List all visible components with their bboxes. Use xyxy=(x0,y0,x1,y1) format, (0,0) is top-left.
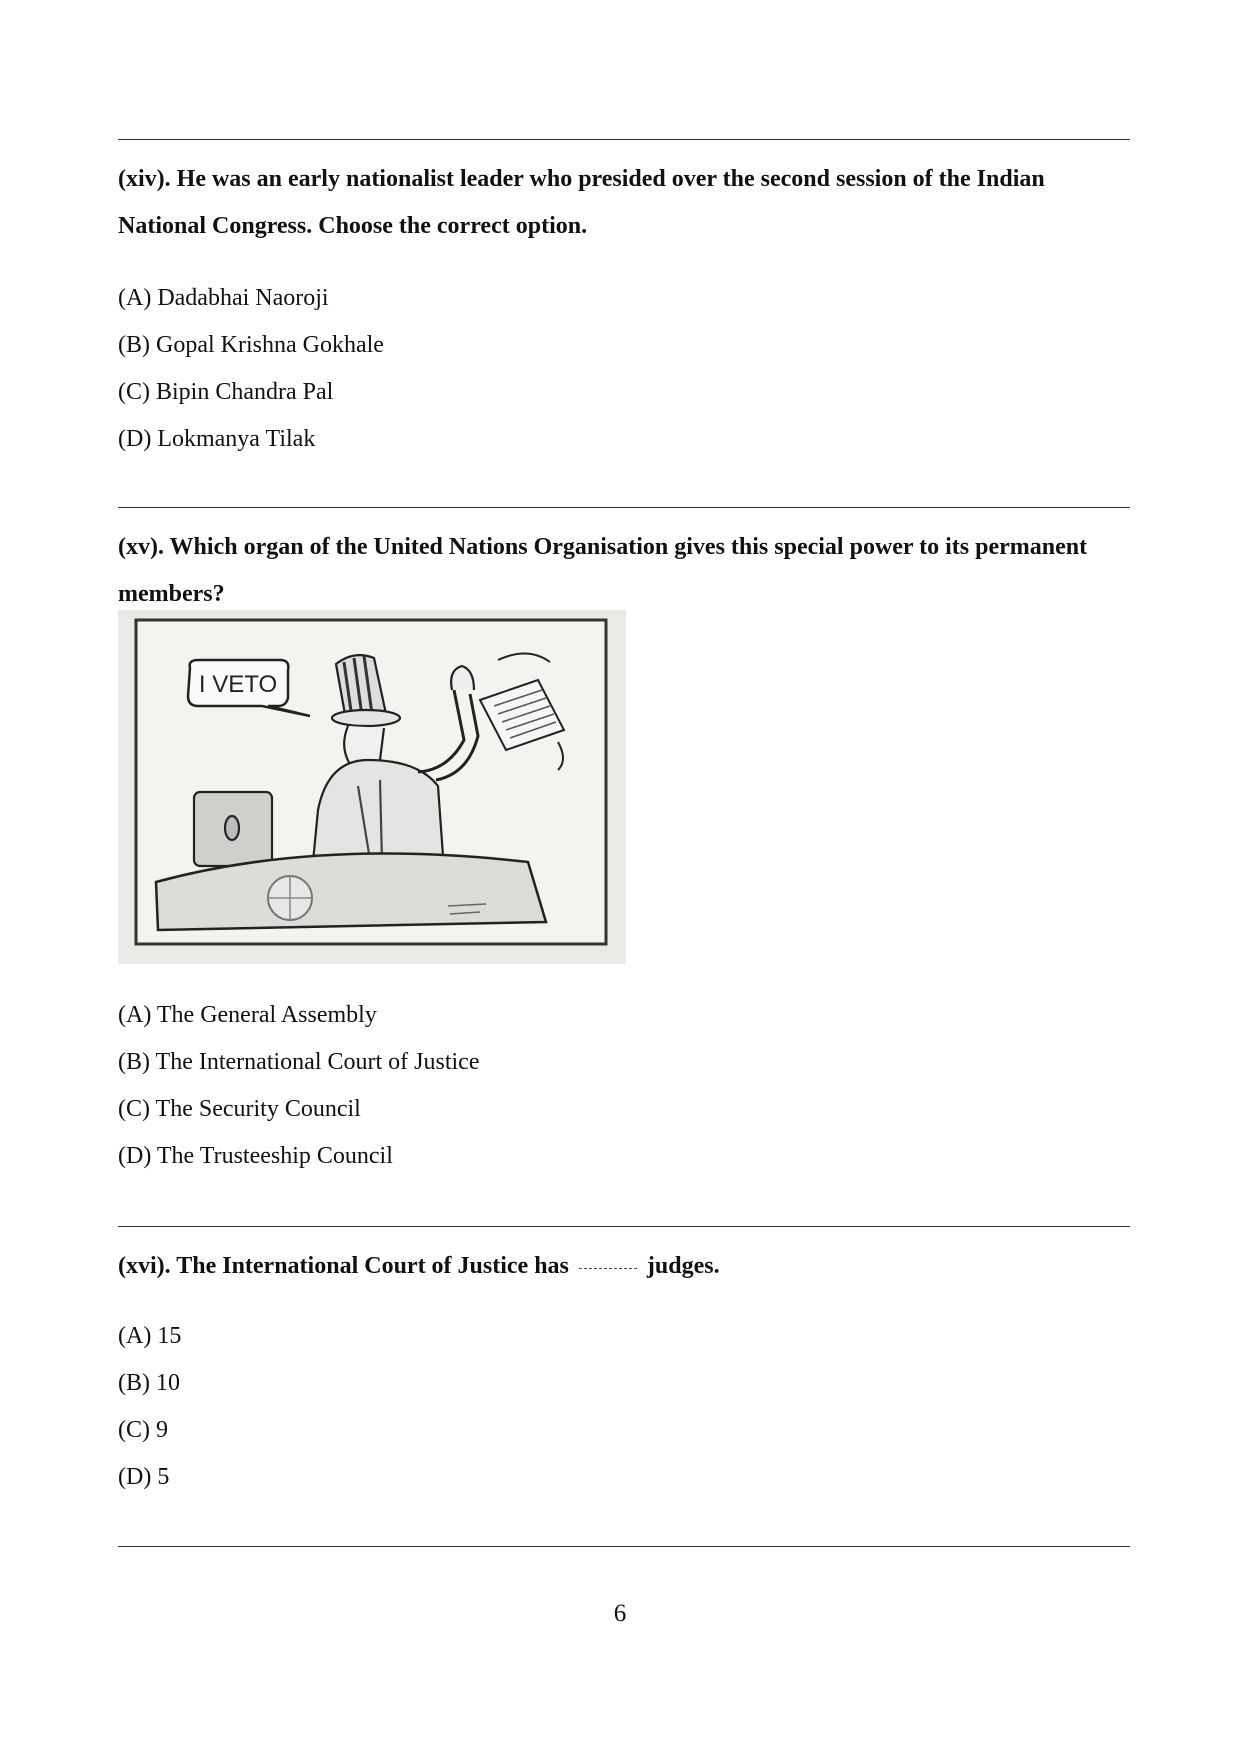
page-number: 6 xyxy=(613,1600,627,1627)
question-xiv-option-a: (A) Dadabhai Naoroji xyxy=(118,285,329,311)
question-xvi-stem-start: (xvi). The International Court of Justice has xyxy=(118,1253,569,1279)
divider-xv-xvi xyxy=(118,1226,1130,1227)
answer-blank xyxy=(579,1268,637,1269)
question-xvi-stem xyxy=(118,1243,1130,1290)
divider-xiv-xv xyxy=(118,507,1130,508)
question-xiv-option-b: (B) Gopal Krishna Gokhale xyxy=(118,332,384,358)
question-xv-option-d: (D) The Trusteeship Council xyxy=(118,1143,393,1169)
speech-bubble-text: I VETO xyxy=(198,671,278,698)
question-xiv-option-c: (C) Bipin Chandra Pal xyxy=(118,379,334,405)
divider-bottom xyxy=(118,1546,1130,1547)
question-xvi-option-d: (D) 5 xyxy=(118,1464,170,1490)
question-xiv-stem: (xiv). He was an early nationalist leader who presided over the second session of the Indian National Congress. Choose the correct option. xyxy=(118,166,1045,239)
question-xvi-option-a: (A) 15 xyxy=(118,1323,182,1349)
question-xv-option-a: (A) The General Assembly xyxy=(118,1002,377,1028)
question-xv-stem: (xv). Which organ of the United Nations Organisation gives this special power to its permanent members? xyxy=(118,534,1088,607)
question-xv-option-b: (B) The International Court of Justice xyxy=(118,1049,480,1075)
question-xvi-option-c: (C) 9 xyxy=(118,1417,168,1443)
divider-top xyxy=(118,139,1130,140)
question-xv-option-c: (C) The Security Council xyxy=(118,1096,361,1122)
veto-cartoon-image xyxy=(118,610,626,964)
question-xiv-option-d: (D) Lokmanya Tilak xyxy=(118,426,316,452)
podium-monitor xyxy=(194,792,272,866)
question-xvi-stem-end: judges. xyxy=(646,1253,720,1279)
question-xvi-option-b: (B) 10 xyxy=(118,1370,180,1396)
